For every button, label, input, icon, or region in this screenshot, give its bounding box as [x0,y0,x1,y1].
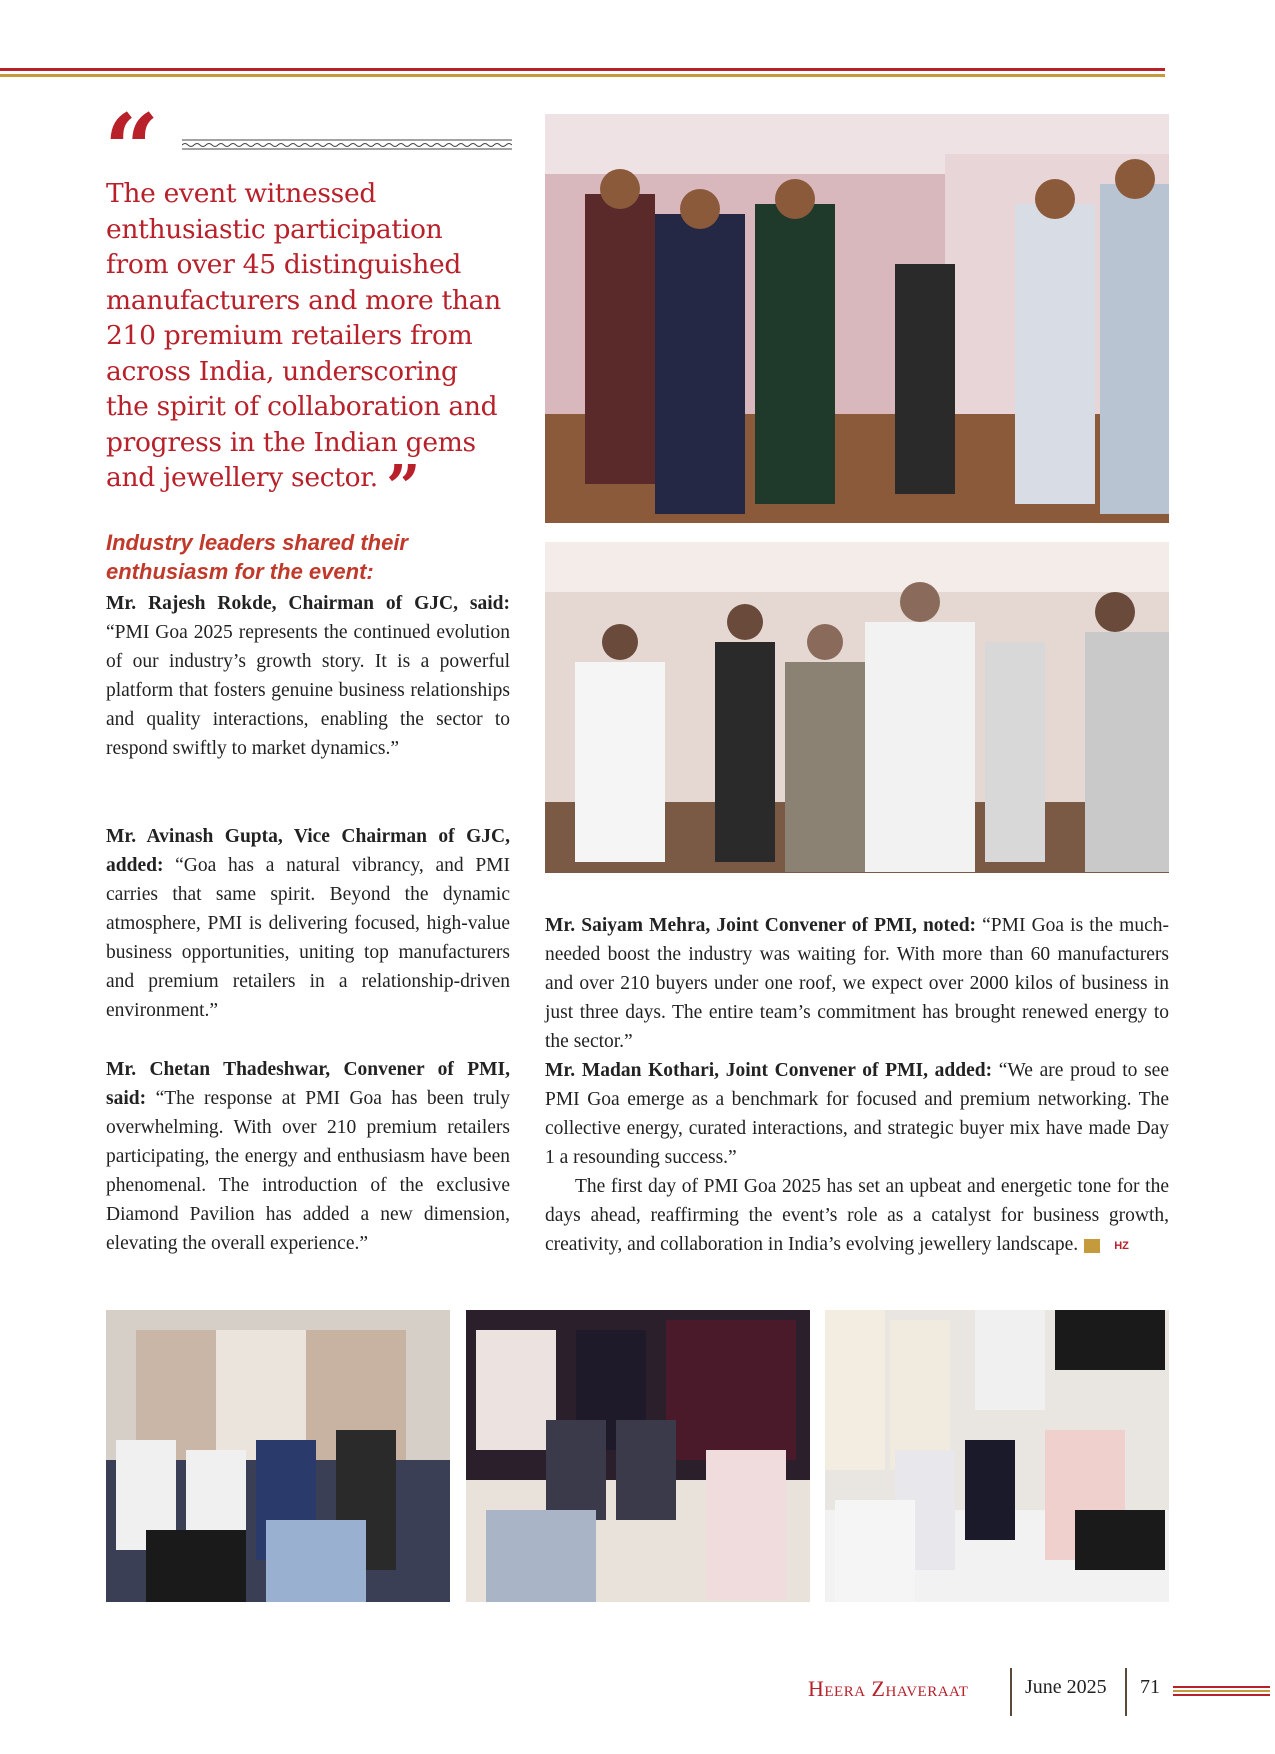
speaker-name: Mr. Avinash Gupta, Vice Chairman of GJC, added: [106,826,510,876]
closing-paragraph [545,1172,1169,1259]
end-mark-logo: HZ [1084,1239,1100,1253]
quote-mehra [545,911,1169,1056]
quote-text: “Goa has a natural vibrancy, and PMI carries that same spirit. Beyond the dynamic atmosphere, PMI is delivering focused, high-value business opportunities, uniting top manufacturers and premium retailers in a relationship-driven environment.” [106,855,511,1021]
top-rule [0,68,1165,78]
closing-text: The first day of PMI Goa 2025 has set an upbeat and energetic tone for the days ahead, reaffirming the event’s role as a catalyst for business growth, creativity, and collaboration in India’s evolving jewellery landscape. [545,1176,1169,1255]
photo-aqua-booth [106,1310,450,1602]
photo-exhibition-corridor [545,542,1169,873]
speaker-name: Mr. Saiyam Mehra, Joint Convener of PMI, noted: [545,915,977,936]
quote-rokde [106,589,510,763]
quote-thadeshwar [106,1055,510,1258]
footer-divider [1010,1668,1012,1716]
page-number: 71 [1140,1676,1160,1698]
quote-text: “PMI Goa is the much-needed boost the industry was waiting for. With more than 60 manufacturers and over 210 buyers under one roof, we expect over 2000 kilos of business in just three days. The entire team’s commitment has brought renewed energy to the sector.” [545,915,1170,1052]
photo-arya-gold-booth [825,1310,1169,1602]
quote-kothari [545,1056,1169,1172]
close-quote-icon: ” [385,453,421,523]
quote-text: “We are proud to see PMI Goa emerge as a benchmark for focused and premium networking. The collective energy, curated interactions, and strategic buyer mix have made Day 1 a resounding success.” [545,1060,1169,1168]
pull-quote [106,176,506,523]
footer-divider [1125,1668,1127,1716]
quote-text: “PMI Goa 2025 represents the continued evolution of our industry’s growth story. It is a powerful platform that fosters genuine business relationships and quality interactions, enabling the sector to respond swiftly to market dynamics.” [106,622,510,759]
footer-rule [1173,1686,1270,1696]
quote-text: “The response at PMI Goa has been truly overwhelming. With over 210 premium retailers participating, the energy and enthusiasm have been phenomenal. The introduction of the exclusive Diamond Pavilion has added a new dimension, elevating the overall experience.” [106,1088,511,1254]
issue-date: June 2025 [1025,1676,1107,1698]
speaker-name: Mr. Chetan Thadeshwar, Convener of PMI, said: [106,1059,510,1109]
section-subhead: Industry leaders shared their enthusiasm for the event: [106,530,408,584]
photo-neptune-gold-booth [466,1310,810,1602]
open-quote-icon: “ [104,93,160,206]
quote-gupta [106,822,510,1025]
page-footer [800,1668,1270,1718]
speaker-name: Mr. Madan Kothari, Joint Convener of PMI, added: [545,1060,993,1081]
photo-dignitaries-walking [545,114,1169,523]
pull-quote-text: The event witnessed enthusiastic participation from over 45 distinguished manufacturers and more than 210 premium retailers from across India, underscoring the spirit of collaboration and progress in the Indian gems and jewellery sector. [106,178,501,493]
magazine-title: Heera Zhaveraat [808,1676,969,1701]
speaker-name: Mr. Rajesh Rokde, Chairman of GJC, said: [106,593,510,614]
quote-divider-wave [182,138,512,150]
